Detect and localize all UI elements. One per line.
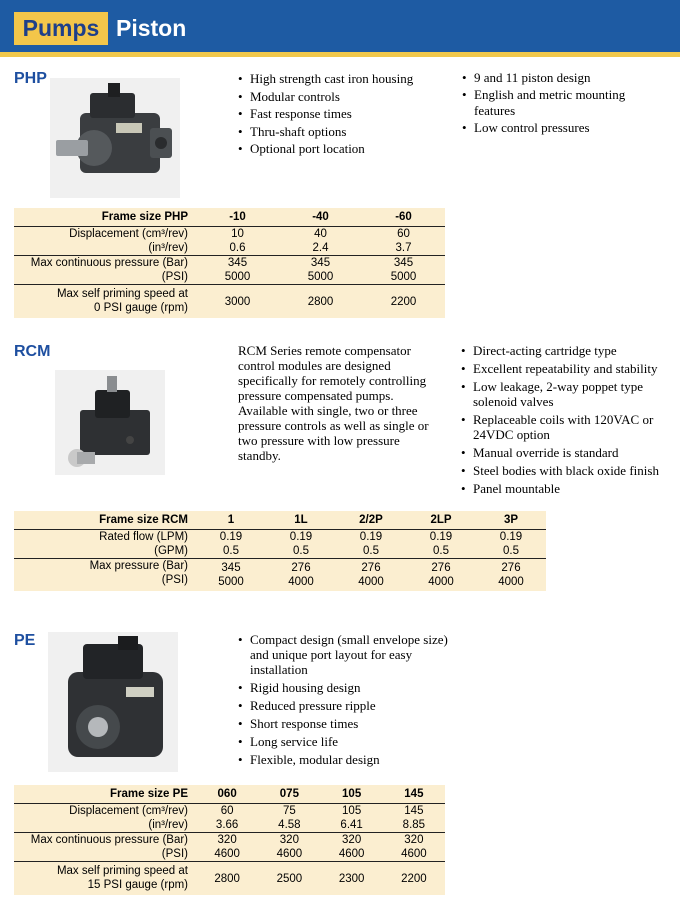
column-header: 2/2P (359, 514, 383, 526)
php-pump-image (50, 78, 180, 198)
category-badge: Pumps (14, 12, 108, 45)
column-header: 060 (217, 788, 237, 800)
table-cell: 145 8.85 (383, 804, 445, 833)
rcm-title: RCM (14, 343, 51, 360)
table-cell: 0.19 0.5 (266, 530, 336, 559)
list-item: • Low leakage, 2-way poppet type solenoid valves (461, 379, 676, 409)
table-cell: 2200 (362, 285, 445, 319)
column-header: 145 (404, 788, 424, 800)
table-cell: 345 5000 (362, 256, 445, 285)
table-cell: 0.19 0.5 (196, 530, 266, 559)
table-cell: 2800 (279, 285, 362, 319)
frame-size-label: Frame size PHP (101, 211, 188, 223)
php-spec-table (14, 208, 445, 318)
table-cell: 320 4600 (258, 833, 320, 862)
pe-pump-image (48, 632, 178, 772)
rcm-spec-table (14, 511, 546, 591)
list-item: • English and metric mounting features (462, 87, 667, 119)
table-cell: 345 5000 (279, 256, 362, 285)
list-item: • Rigid housing design (238, 680, 448, 695)
column-header: 3P (503, 514, 519, 526)
table-cell: 0.19 0.5 (406, 530, 476, 559)
rcm-features (461, 343, 676, 496)
table-cell: 276 4000 (476, 559, 546, 592)
row-label: Max self priming speed at 15 PSI gauge (rpm) (14, 862, 196, 896)
list-item: • Thru-shaft options (238, 123, 458, 141)
list-item: • Excellent repeatability and stability (461, 361, 676, 376)
list-item: • High strength cast iron housing (238, 70, 458, 88)
frame-size-label: Frame size PE (110, 788, 188, 800)
column-header: 1 (227, 514, 235, 526)
table-cell: 320 4600 (196, 833, 258, 862)
header-stripe (0, 52, 680, 57)
table-cell: 60 3.66 (196, 804, 258, 833)
table-cell: 0.19 0.5 (476, 530, 546, 559)
table-cell: 75 4.58 (258, 804, 320, 833)
table-cell: 345 5000 (196, 559, 266, 592)
table-cell: 276 4000 (336, 559, 406, 592)
list-item: • Modular controls (238, 88, 458, 106)
row-label: Max pressure (Bar) (PSI) (14, 559, 196, 592)
php-features-left (238, 70, 458, 158)
row-label: Rated flow (LPM) (GPM) (14, 530, 196, 559)
table-cell: 2800 (196, 862, 258, 896)
page-title: Piston (116, 15, 187, 41)
list-item: • Compact design (small envelope size) and unique port layout for easy installation (238, 632, 448, 677)
list-item: • Low control pressures (462, 120, 667, 136)
column-header: 1L (294, 514, 308, 526)
table-cell: 276 4000 (266, 559, 336, 592)
pe-title: PE (14, 632, 36, 649)
table-cell: 3000 (196, 285, 279, 319)
list-item: • Manual override is standard (461, 445, 676, 460)
list-item: • 9 and 11 piston design (462, 70, 667, 86)
pe-features (238, 632, 448, 767)
list-item: • Panel mountable (461, 481, 676, 496)
php-features-right (462, 70, 667, 136)
column-header: -60 (395, 211, 412, 223)
row-label: Displacement (cm³/rev) (in³/rev) (14, 227, 196, 256)
list-item: • Reduced pressure ripple (238, 698, 448, 713)
pe-spec-table (14, 785, 445, 895)
column-header: 2LP (430, 514, 452, 526)
table-cell: 320 4600 (383, 833, 445, 862)
list-item: • Direct-acting cartridge type (461, 343, 676, 358)
list-item: • Fast response times (238, 105, 458, 123)
column-header: -10 (229, 211, 246, 223)
column-header: 105 (342, 788, 362, 800)
row-label: Max continuous pressure (Bar) (PSI) (14, 256, 196, 285)
list-item: • Steel bodies with black oxide finish (461, 463, 676, 478)
list-item: • Long service life (238, 734, 448, 749)
table-cell: 2300 (321, 862, 383, 896)
rcm-description: RCM Series remote compensator control modules are designed specifically for remotely controlling pressure compensated pumps. Available with single, two or three pressure controls as well as single or two pressure with low pressure standby. (238, 343, 429, 463)
row-label: Max continuous pressure (Bar) (PSI) (14, 833, 196, 862)
table-cell: 2200 (383, 862, 445, 896)
table-cell: 40 2.4 (279, 227, 362, 256)
page-header (0, 0, 680, 56)
list-item: • Flexible, modular design (238, 752, 448, 767)
table-cell: 10 0.6 (196, 227, 279, 256)
row-label: Displacement (cm³/rev) (in³/rev) (14, 804, 196, 833)
frame-size-label: Frame size RCM (99, 514, 188, 526)
table-cell: 60 3.7 (362, 227, 445, 256)
list-item: • Replaceable coils with 120VAC or 24VDC option (461, 412, 676, 442)
table-cell: 276 4000 (406, 559, 476, 592)
list-item: • Optional port location (238, 140, 458, 158)
list-item: • Short response times (238, 716, 448, 731)
column-header: -40 (312, 211, 329, 223)
column-header: 075 (279, 788, 299, 800)
table-cell: 2500 (258, 862, 320, 896)
table-cell: 105 6.41 (321, 804, 383, 833)
table-cell: 0.19 0.5 (336, 530, 406, 559)
php-title: PHP (14, 70, 47, 87)
rcm-module-image (55, 370, 165, 475)
table-cell: 320 4600 (321, 833, 383, 862)
table-cell: 345 5000 (196, 256, 279, 285)
row-label: Max self priming speed at 0 PSI gauge (rpm) (14, 285, 196, 319)
